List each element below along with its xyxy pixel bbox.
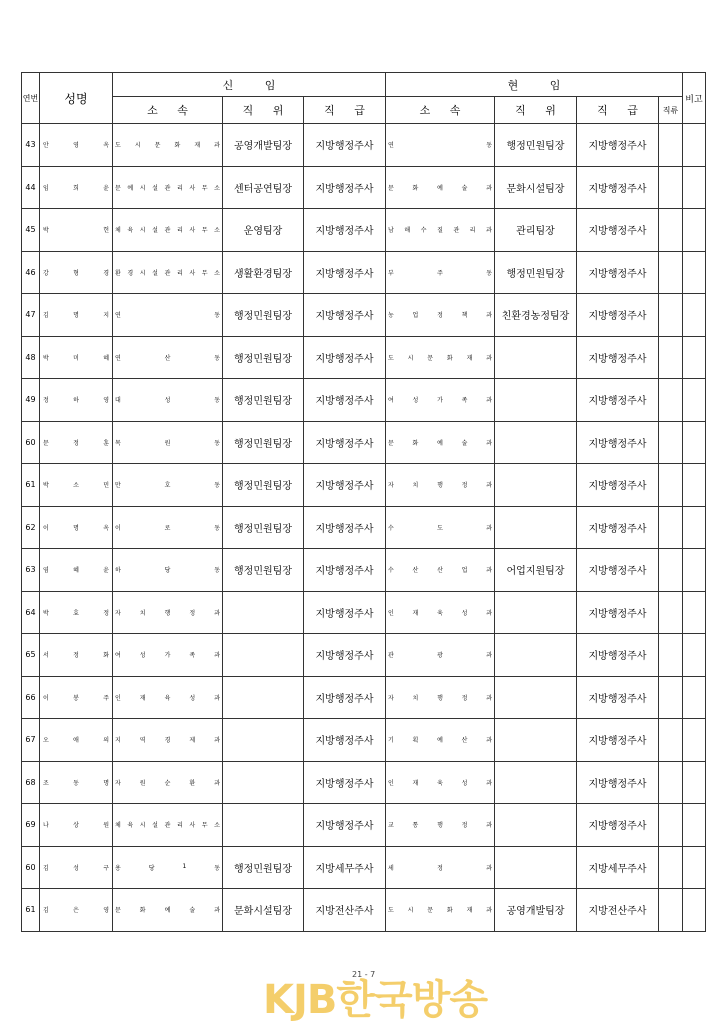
- new-affiliation-text: 연 산 동: [115, 354, 220, 362]
- new-grade: 지방행정주사: [304, 379, 386, 422]
- current-affiliation-text: 남 해 수 질 관 리 과: [388, 227, 492, 235]
- new-grade: 지방행정주사: [304, 506, 386, 549]
- new-affiliation: [113, 719, 223, 762]
- person-name-text: 오 애 의: [43, 737, 109, 745]
- row-number: 65: [22, 634, 40, 677]
- person-name: [40, 676, 113, 719]
- new-position: 행정민원팀장: [223, 294, 304, 337]
- new-position: [223, 591, 304, 634]
- new-affiliation-text: 여 성 가 족 과: [115, 652, 220, 660]
- new-affiliation: [113, 549, 223, 592]
- person-name: [40, 336, 113, 379]
- job-category: [659, 166, 683, 209]
- job-category: [659, 591, 683, 634]
- current-affiliation-text: 도 시 문 화 재 과: [388, 907, 492, 915]
- current-grade: 지방행정주사: [577, 124, 659, 167]
- person-name-text: 김 명 지: [43, 312, 109, 320]
- current-grade: 지방행정주사: [577, 634, 659, 677]
- new-grade: 지방행정주사: [304, 549, 386, 592]
- remark: [683, 336, 706, 379]
- new-position: 공영개발팀장: [223, 124, 304, 167]
- current-affiliation-text: 농 업 정 책 과: [388, 312, 492, 320]
- table-body: [22, 124, 706, 932]
- new-affiliation-text: 문 화 예 술 과: [115, 907, 220, 915]
- table-row: [22, 591, 706, 634]
- person-name: [40, 209, 113, 252]
- person-name: [40, 166, 113, 209]
- current-affiliation-text: 관 광 과: [388, 652, 492, 660]
- current-position: 어업지원팀장: [495, 549, 577, 592]
- person-name-text: 강 형 경: [43, 269, 109, 277]
- current-grade: 지방행정주사: [577, 549, 659, 592]
- remark: [683, 549, 706, 592]
- new-affiliation-text: 하 당 동: [115, 567, 220, 575]
- person-name-text: 박 미 혜: [43, 354, 109, 362]
- new-affiliation: [113, 804, 223, 847]
- table-row: [22, 379, 706, 422]
- table-row: [22, 804, 706, 847]
- current-affiliation: [386, 804, 495, 847]
- new-affiliation-text: 목 원 동: [115, 439, 220, 447]
- row-number: 64: [22, 591, 40, 634]
- person-name: [40, 251, 113, 294]
- current-affiliation: [386, 761, 495, 804]
- new-affiliation: [113, 676, 223, 719]
- current-affiliation: [386, 166, 495, 209]
- current-grade: 지방행정주사: [577, 209, 659, 252]
- person-name: [40, 549, 113, 592]
- row-number: 49: [22, 379, 40, 422]
- current-position: [495, 464, 577, 507]
- row-number: 47: [22, 294, 40, 337]
- person-name-text: 정 하 영: [43, 397, 109, 405]
- table-row: [22, 761, 706, 804]
- current-affiliation: [386, 634, 495, 677]
- new-affiliation-text: 체 육 시 설 관 리 사 무 소: [115, 822, 220, 830]
- current-grade: 지방행정주사: [577, 506, 659, 549]
- new-affiliation: [113, 124, 223, 167]
- table-row: [22, 166, 706, 209]
- current-affiliation-text: 교 통 행 정 과: [388, 822, 492, 830]
- remark: [683, 464, 706, 507]
- new-grade: 지방행정주사: [304, 464, 386, 507]
- current-affiliation: [386, 464, 495, 507]
- new-grade: 지방세무주사: [304, 846, 386, 889]
- new-affiliation: [113, 506, 223, 549]
- current-position: [495, 804, 577, 847]
- current-affiliation: [386, 676, 495, 719]
- current-affiliation-text: 자 치 행 정 과: [388, 694, 492, 702]
- current-position: [495, 379, 577, 422]
- current-affiliation: [386, 294, 495, 337]
- current-position: [495, 846, 577, 889]
- new-affiliation-text: 환 경 시 설 관 리 사 무 소: [115, 269, 220, 277]
- new-affiliation: [113, 166, 223, 209]
- job-category: [659, 761, 683, 804]
- current-position: 관리팀장: [495, 209, 577, 252]
- remark: [683, 209, 706, 252]
- new-affiliation: [113, 846, 223, 889]
- new-affiliation-text: 자 치 행 정 과: [115, 609, 220, 617]
- header-cur-position: 직 위: [495, 97, 577, 124]
- person-name-text: 이 명 옥: [43, 524, 109, 532]
- new-position: [223, 804, 304, 847]
- header-remark: 비고: [683, 73, 706, 124]
- current-affiliation: [386, 336, 495, 379]
- new-grade: 지방행정주사: [304, 209, 386, 252]
- current-affiliation-text: 인 재 육 성 과: [388, 609, 492, 617]
- new-affiliation-text: 이 로 동: [115, 524, 220, 532]
- new-grade: 지방행정주사: [304, 634, 386, 677]
- person-name: [40, 804, 113, 847]
- current-grade: 지방행정주사: [577, 719, 659, 762]
- new-grade: 지방행정주사: [304, 336, 386, 379]
- row-number: 66: [22, 676, 40, 719]
- new-affiliation: [113, 209, 223, 252]
- job-category: [659, 251, 683, 294]
- current-grade: 지방행정주사: [577, 294, 659, 337]
- current-affiliation: [386, 251, 495, 294]
- current-affiliation: [386, 846, 495, 889]
- new-grade: 지방행정주사: [304, 124, 386, 167]
- new-position: 행정민원팀장: [223, 549, 304, 592]
- remark: [683, 676, 706, 719]
- current-position: 문화시설팀장: [495, 166, 577, 209]
- person-name-text: 박 소 민: [43, 482, 109, 490]
- job-category: [659, 846, 683, 889]
- table-row: [22, 336, 706, 379]
- current-position: [495, 761, 577, 804]
- current-affiliation: [386, 506, 495, 549]
- personnel-table: [21, 72, 706, 932]
- new-position: 문화시설팀장: [223, 889, 304, 932]
- remark: [683, 379, 706, 422]
- job-category: [659, 209, 683, 252]
- current-position: [495, 336, 577, 379]
- table-row: [22, 719, 706, 762]
- table-row: [22, 251, 706, 294]
- table-row: [22, 889, 706, 932]
- remark: [683, 846, 706, 889]
- person-name-text: 나 상 원: [43, 822, 109, 830]
- new-affiliation-text: 지 역 경 제 과: [115, 737, 220, 745]
- new-grade: 지방행정주사: [304, 166, 386, 209]
- current-grade: 지방행정주사: [577, 379, 659, 422]
- current-affiliation-text: 인 재 육 성 과: [388, 779, 492, 787]
- new-grade: 지방행정주사: [304, 761, 386, 804]
- current-affiliation-text: 수 산 산 업 과: [388, 567, 492, 575]
- current-affiliation-text: 문 화 예 술 과: [388, 184, 492, 192]
- header-new-position: 직 위: [223, 97, 304, 124]
- person-name-text: 안 영 옥: [43, 142, 109, 150]
- person-name-text: 이 봉 주: [43, 694, 109, 702]
- header-category: 직류: [659, 97, 683, 124]
- header-name: 성명: [40, 73, 113, 124]
- table-row: [22, 506, 706, 549]
- new-grade: 지방행정주사: [304, 421, 386, 464]
- current-grade: 지방행정주사: [577, 421, 659, 464]
- current-grade: 지방행정주사: [577, 761, 659, 804]
- new-position: [223, 634, 304, 677]
- current-grade: 지방행정주사: [577, 251, 659, 294]
- current-position: [495, 719, 577, 762]
- current-position: [495, 506, 577, 549]
- new-grade: 지방행정주사: [304, 676, 386, 719]
- job-category: [659, 464, 683, 507]
- current-position: [495, 676, 577, 719]
- person-name: [40, 464, 113, 507]
- current-affiliation: [386, 591, 495, 634]
- person-name-text: 임 희 윤: [43, 184, 109, 192]
- new-grade: 지방행정주사: [304, 251, 386, 294]
- header-current: 현 임: [386, 73, 683, 97]
- person-name-text: 염 혜 윤: [43, 567, 109, 575]
- new-affiliation: [113, 889, 223, 932]
- current-position: 공영개발팀장: [495, 889, 577, 932]
- current-affiliation-text: 자 치 행 정 과: [388, 482, 492, 490]
- job-category: [659, 124, 683, 167]
- person-name: [40, 719, 113, 762]
- person-name: [40, 294, 113, 337]
- header-cur-grade: 직 급: [577, 97, 659, 124]
- header-cur-affiliation: 소 속: [386, 97, 495, 124]
- new-grade: 지방행정주사: [304, 719, 386, 762]
- row-number: 48: [22, 336, 40, 379]
- current-affiliation: [386, 421, 495, 464]
- current-affiliation: [386, 124, 495, 167]
- job-category: [659, 549, 683, 592]
- current-affiliation: [386, 549, 495, 592]
- job-category: [659, 506, 683, 549]
- job-category: [659, 804, 683, 847]
- header-new-affiliation: 소 속: [113, 97, 223, 124]
- new-affiliation-text: 만 호 동: [115, 482, 220, 490]
- new-grade: 지방행정주사: [304, 591, 386, 634]
- new-position: 행정민원팀장: [223, 464, 304, 507]
- current-grade: 지방행정주사: [577, 166, 659, 209]
- page-number: 21 - 7: [352, 970, 376, 979]
- person-name-text: 김 성 구: [43, 864, 109, 872]
- row-number: 61: [22, 889, 40, 932]
- person-name: [40, 591, 113, 634]
- job-category: [659, 889, 683, 932]
- new-affiliation-text: 도 시 문 화 재 과: [115, 142, 220, 150]
- row-number: 45: [22, 209, 40, 252]
- new-affiliation: [113, 591, 223, 634]
- row-number: 68: [22, 761, 40, 804]
- row-number: 43: [22, 124, 40, 167]
- row-number: 67: [22, 719, 40, 762]
- table-row: [22, 676, 706, 719]
- new-affiliation: [113, 294, 223, 337]
- row-number: 63: [22, 549, 40, 592]
- current-position: 행정민원팀장: [495, 251, 577, 294]
- table-row: [22, 464, 706, 507]
- person-name-text: 서 정 화: [43, 652, 109, 660]
- new-affiliation: [113, 464, 223, 507]
- current-affiliation-text: 수 도 과: [388, 524, 492, 532]
- person-name-text: 김 은 영: [43, 907, 109, 915]
- current-affiliation-text: 세 정 과: [388, 864, 492, 872]
- new-position: 생활환경팀장: [223, 251, 304, 294]
- current-affiliation: [386, 209, 495, 252]
- new-position: [223, 719, 304, 762]
- new-position: 행정민원팀장: [223, 846, 304, 889]
- remark: [683, 294, 706, 337]
- row-number: 62: [22, 506, 40, 549]
- row-number: 61: [22, 464, 40, 507]
- person-name: [40, 506, 113, 549]
- person-name: [40, 421, 113, 464]
- person-name: [40, 379, 113, 422]
- new-affiliation: [113, 634, 223, 677]
- person-name: [40, 846, 113, 889]
- new-grade: 지방행정주사: [304, 804, 386, 847]
- current-grade: 지방행정주사: [577, 676, 659, 719]
- table-row: [22, 549, 706, 592]
- new-affiliation-text: 문 예 시 설 관 리 사 무 소: [115, 184, 220, 192]
- current-position: [495, 421, 577, 464]
- person-name: [40, 634, 113, 677]
- new-position: 행정민원팀장: [223, 421, 304, 464]
- new-position: 행정민원팀장: [223, 336, 304, 379]
- remark: [683, 761, 706, 804]
- current-grade: 지방세무주사: [577, 846, 659, 889]
- new-affiliation-text: 연 동: [115, 312, 220, 320]
- remark: [683, 804, 706, 847]
- job-category: [659, 379, 683, 422]
- table-row: [22, 124, 706, 167]
- new-affiliation: [113, 761, 223, 804]
- person-name: [40, 889, 113, 932]
- current-affiliation: [386, 379, 495, 422]
- new-position: 행정민원팀장: [223, 379, 304, 422]
- person-name-text: 박 효 정: [43, 609, 109, 617]
- current-affiliation-text: 여 성 가 족 과: [388, 397, 492, 405]
- new-position: 행정민원팀장: [223, 506, 304, 549]
- current-grade: 지방행정주사: [577, 464, 659, 507]
- current-grade: 지방행정주사: [577, 804, 659, 847]
- current-affiliation-text: 기 획 예 산 과: [388, 737, 492, 745]
- table-row: [22, 209, 706, 252]
- current-grade: 지방행정주사: [577, 336, 659, 379]
- remark: [683, 634, 706, 677]
- header-new-grade: 직 급: [304, 97, 386, 124]
- current-affiliation-text: 도 시 문 화 재 과: [388, 354, 492, 362]
- row-number: 44: [22, 166, 40, 209]
- job-category: [659, 676, 683, 719]
- job-category: [659, 719, 683, 762]
- new-position: [223, 761, 304, 804]
- new-affiliation-text: 인 재 육 성 과: [115, 694, 220, 702]
- new-affiliation: [113, 379, 223, 422]
- job-category: [659, 336, 683, 379]
- person-name-text: 박 헌: [43, 227, 109, 235]
- remark: [683, 124, 706, 167]
- new-affiliation: [113, 251, 223, 294]
- table-row: [22, 421, 706, 464]
- remark: [683, 591, 706, 634]
- remark: [683, 421, 706, 464]
- new-affiliation-text: 체 육 시 설 관 리 사 무 소: [115, 227, 220, 235]
- remark: [683, 506, 706, 549]
- person-name: [40, 761, 113, 804]
- header-new: 신 임: [113, 73, 386, 97]
- new-position: [223, 676, 304, 719]
- row-number: 60: [22, 421, 40, 464]
- table-row: [22, 294, 706, 337]
- new-position: 운영팀장: [223, 209, 304, 252]
- remark: [683, 251, 706, 294]
- new-affiliation-text: 대 성 동: [115, 397, 220, 405]
- new-position: 센터공연팀장: [223, 166, 304, 209]
- new-grade: 지방행정주사: [304, 294, 386, 337]
- new-affiliation: [113, 421, 223, 464]
- new-affiliation-text: 용 당 1 동: [115, 862, 220, 872]
- job-category: [659, 634, 683, 677]
- current-position: 친환경농정팀장: [495, 294, 577, 337]
- person-name-text: 조 동 명: [43, 779, 109, 787]
- new-affiliation: [113, 336, 223, 379]
- new-affiliation-text: 자 원 순 환 과: [115, 779, 220, 787]
- new-grade: 지방전산주사: [304, 889, 386, 932]
- current-position: [495, 591, 577, 634]
- current-grade: 지방행정주사: [577, 591, 659, 634]
- job-category: [659, 421, 683, 464]
- current-position: 행정민원팀장: [495, 124, 577, 167]
- person-name-text: 문 정 훈: [43, 439, 109, 447]
- current-affiliation: [386, 889, 495, 932]
- current-grade: 지방전산주사: [577, 889, 659, 932]
- person-name: [40, 124, 113, 167]
- remark: [683, 166, 706, 209]
- current-affiliation-text: 문 화 예 술 과: [388, 439, 492, 447]
- row-number: 69: [22, 804, 40, 847]
- row-number: 60: [22, 846, 40, 889]
- job-category: [659, 294, 683, 337]
- remark: [683, 719, 706, 762]
- remark: [683, 889, 706, 932]
- current-position: [495, 634, 577, 677]
- current-affiliation: [386, 719, 495, 762]
- table-row: [22, 634, 706, 677]
- row-number: 46: [22, 251, 40, 294]
- header-no: 연번: [22, 73, 40, 124]
- current-affiliation-text: 연 동: [388, 142, 492, 150]
- current-affiliation-text: 부 주 동: [388, 269, 492, 277]
- broadcaster-watermark: KJB한국방송: [263, 977, 487, 1023]
- table-row: [22, 846, 706, 889]
